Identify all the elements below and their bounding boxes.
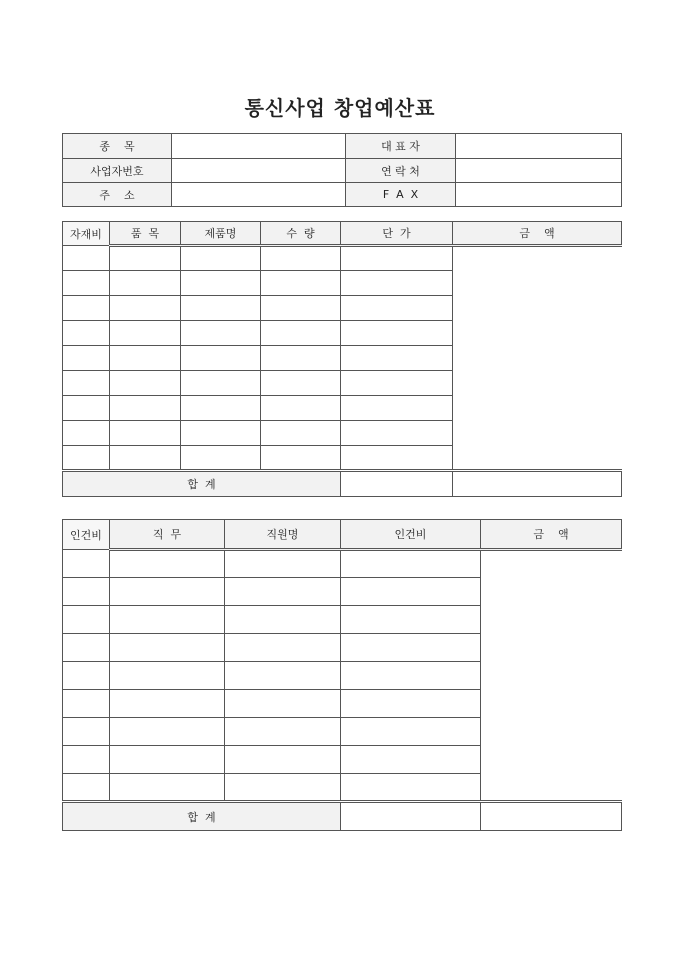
labor-table-cell[interactable] [63,718,110,746]
representative-label: 대 표 자 [346,134,456,159]
materials-table-cell[interactable] [63,271,110,296]
labor-table-cell[interactable] [225,578,341,606]
labor-table-cell[interactable] [341,550,481,578]
info-table [62,133,622,207]
labor-table-cell[interactable] [225,606,341,634]
materials-table-cell[interactable] [181,321,261,346]
materials-table-cell[interactable] [261,321,341,346]
materials-table-cell[interactable] [341,421,453,446]
labor-table-cell[interactable] [225,718,341,746]
page-title: 통신사업 창업예산표 [244,96,436,120]
materials-table-cell[interactable] [181,346,261,371]
labor-table-cell[interactable] [225,746,341,774]
materials-table-cell[interactable] [63,346,110,371]
materials-table-cell[interactable] [341,271,453,296]
labor-table-cell[interactable] [225,662,341,690]
materials-table-cell[interactable] [261,371,341,396]
materials-table-row [63,371,622,396]
materials-table-cell[interactable] [181,421,261,446]
address-field[interactable] [172,183,346,207]
labor-total-cost-cell[interactable] [341,802,481,831]
materials-table-cell[interactable] [341,246,453,271]
contact-label: 연 락 처 [346,159,456,183]
materials-table-cell[interactable] [181,246,261,271]
labor-header-amount: 금 액 [481,520,622,550]
materials-table-cell[interactable] [63,396,110,421]
labor-total-label: 합 계 [63,802,341,831]
materials-table-cell[interactable] [63,421,110,446]
fax-label: F A X [346,183,456,207]
materials-table [62,221,622,497]
company-label: 종 목 [63,134,172,159]
materials-table-cell[interactable] [261,446,341,471]
materials-header-product: 제품명 [181,222,261,246]
contact-field[interactable] [456,159,622,183]
representative-field[interactable] [456,134,622,159]
materials-total-unit-cell[interactable] [341,471,453,497]
labor-header-employee: 직원명 [225,520,341,550]
materials-header-amount: 금 액 [453,222,622,246]
address-label: 주 소 [63,183,172,207]
materials-total-amount-cell[interactable] [453,471,622,497]
labor-table-cell[interactable] [341,746,481,774]
fax-field[interactable] [456,183,622,207]
materials-table-cell[interactable] [261,296,341,321]
materials-table-row [63,446,622,471]
labor-table-cell[interactable] [225,690,341,718]
labor-table-row [63,774,622,802]
materials-table-row [63,246,622,271]
labor-table-row [63,634,622,662]
labor-table-cell[interactable] [341,690,481,718]
labor-table-cell[interactable] [63,606,110,634]
labor-table-cell[interactable] [341,578,481,606]
labor-table-cell[interactable] [341,634,481,662]
labor-table-cell[interactable] [225,634,341,662]
labor-table-row [63,578,622,606]
materials-table-cell[interactable] [261,346,341,371]
materials-table-row [63,271,622,296]
labor-table-row [63,746,622,774]
materials-table-row [63,421,622,446]
labor-table-cell[interactable] [110,550,225,578]
materials-header-item: 품 목 [110,222,181,246]
labor-header-labor-cost: 인건비 [341,520,481,550]
materials-header-quantity: 수 량 [261,222,341,246]
materials-table-cell[interactable] [63,321,110,346]
materials-table-cell[interactable] [261,246,341,271]
labor-table-cell[interactable] [110,690,225,718]
materials-side-label: 자재비 [63,222,110,246]
materials-table-cell[interactable] [110,271,181,296]
materials-table-cell[interactable] [261,421,341,446]
labor-table-cell[interactable] [110,774,225,802]
labor-table-cell[interactable] [63,746,110,774]
materials-table-cell[interactable] [261,396,341,421]
labor-table-cell[interactable] [341,606,481,634]
labor-table-row [63,718,622,746]
materials-table-cell[interactable] [341,371,453,396]
materials-table-cell[interactable] [110,421,181,446]
materials-header-unit-price: 단 가 [341,222,453,246]
labor-table-cell[interactable] [63,774,110,802]
materials-total-label: 합 계 [63,471,341,497]
materials-table-cell[interactable] [110,446,181,471]
materials-table-cell[interactable] [341,396,453,421]
materials-table-cell[interactable] [110,371,181,396]
materials-table-cell[interactable] [341,446,453,471]
labor-table-cell[interactable] [341,662,481,690]
labor-table-cell[interactable] [341,718,481,746]
labor-table-cell[interactable] [110,746,225,774]
labor-table-row [63,550,622,578]
materials-table-cell[interactable] [63,246,110,271]
labor-table-cell[interactable] [63,690,110,718]
labor-table-cell[interactable] [110,606,225,634]
labor-table [62,519,622,831]
labor-header-duty: 직 무 [110,520,225,550]
labor-table-cell[interactable] [110,718,225,746]
materials-table-cell[interactable] [181,271,261,296]
labor-table-row [63,606,622,634]
company-field[interactable] [172,134,346,159]
materials-table-row [63,346,622,371]
materials-table-cell[interactable] [110,396,181,421]
labor-table-cell[interactable] [341,774,481,802]
labor-table-row [63,662,622,690]
labor-table-cell[interactable] [63,634,110,662]
materials-table-row [63,321,622,346]
materials-table-cell[interactable] [341,321,453,346]
labor-table-cell[interactable] [225,550,341,578]
labor-table-cell[interactable] [63,550,110,578]
labor-table-cell[interactable] [110,634,225,662]
business-number-label: 사업자번호 [63,159,172,183]
materials-table-row [63,396,622,421]
labor-table-cell[interactable] [110,662,225,690]
labor-table-row [63,690,622,718]
labor-table-cell[interactable] [63,578,110,606]
materials-table-cell[interactable] [341,346,453,371]
materials-table-cell[interactable] [110,296,181,321]
materials-table-cell[interactable] [181,296,261,321]
materials-table-cell[interactable] [110,246,181,271]
materials-table-cell[interactable] [63,296,110,321]
labor-table-cell[interactable] [110,578,225,606]
labor-table-cell[interactable] [225,774,341,802]
materials-table-cell[interactable] [63,446,110,471]
materials-table-cell[interactable] [181,446,261,471]
materials-table-cell[interactable] [63,371,110,396]
materials-table-row [63,296,622,321]
materials-table-cell[interactable] [181,371,261,396]
labor-total-amount-cell[interactable] [481,802,622,831]
materials-table-cell[interactable] [110,346,181,371]
labor-table-cell[interactable] [63,662,110,690]
business-number-field[interactable] [172,159,346,183]
materials-table-cell[interactable] [110,321,181,346]
materials-table-cell[interactable] [341,296,453,321]
materials-table-cell[interactable] [261,271,341,296]
materials-table-cell[interactable] [181,396,261,421]
labor-side-label: 인건비 [63,520,110,550]
